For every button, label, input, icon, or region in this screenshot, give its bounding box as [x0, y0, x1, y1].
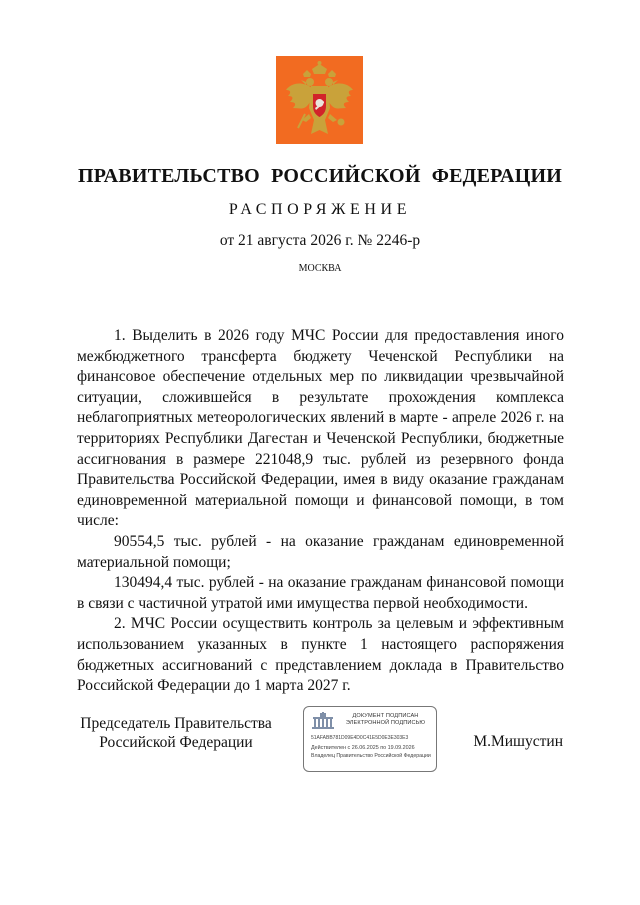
paragraph-1-item-2: 130494,4 тыс. рублей - на оказание гражданам финансовой помощи в связи с частичной утратой ими имущества первой необходимости. [77, 574, 564, 612]
signer-name: М.Мишустин [473, 733, 563, 750]
government-building-icon [311, 712, 335, 730]
signer-position [76, 714, 276, 752]
signer-position-line-1: Председатель Правительства [80, 715, 272, 732]
document-body [77, 326, 564, 697]
electronic-signature-stamp [303, 706, 437, 772]
stamp-certificate: 51AFABB781D09E4D0C41E5D0E3E303E3 [311, 735, 409, 741]
coat-of-arms-icon [276, 56, 363, 144]
stamp-heading [338, 713, 433, 727]
stamp-validity: Действителен с 26.06.2025 по 19.09.2026 [311, 745, 415, 751]
stamp-heading-line-2: ЭЛЕКТРОННОЙ ПОДПИСЬЮ [345, 720, 426, 726]
paragraph-2: 2. МЧС России осуществить контроль за целевым и эффективным использованием указанных в пункте 1 настоящего распоряжения бюджетных ассигнований с представлением доклада в Правительство Российской Федерации до 1 марта 2027 г. [77, 615, 564, 695]
government-title: ПРАВИТЕЛЬСТВО РОССИЙСКОЙ ФЕДЕРАЦИИ [78, 165, 562, 187]
stamp-heading-line-1: ДОКУМЕНТ ПОДПИСАН [352, 713, 419, 719]
paragraph-1-item-1: 90554,5 тыс. рублей - на оказание гражданам единовременной материальной помощи; [77, 532, 564, 571]
paragraph-1: 1. Выделить в 2026 году МЧС России для предоставления иного межбюджетного трансферта бюджету Чеченской Республики на финансовое обеспечение отдельных мер по ликвидации чрезвычайной ситуации, сложившейся в результате прохождения комплекса неблагоприятных метеорологических явлений в марте - апреле 2026 г. на территориях Республики Дагестан и Чеченской Республики, бюджетные ассигнования в размере 221048,9 тыс. рублей из резервного фонда Правительства Российской Федерации, имея в виду оказание гражданам единовременной материальной помощи и финансовой помощи, в том числе: [77, 327, 564, 530]
signer-position-line-2: Российской Федерации [99, 734, 253, 751]
document-type: РАСПОРЯЖЕНИЕ [228, 201, 412, 218]
stamp-owner: Владелец Правительство Российской Федерации [311, 753, 431, 759]
document-date-number: от 21 августа 2026 г. № 2246-р [219, 232, 421, 249]
document-city: МОСКВА [298, 263, 342, 274]
